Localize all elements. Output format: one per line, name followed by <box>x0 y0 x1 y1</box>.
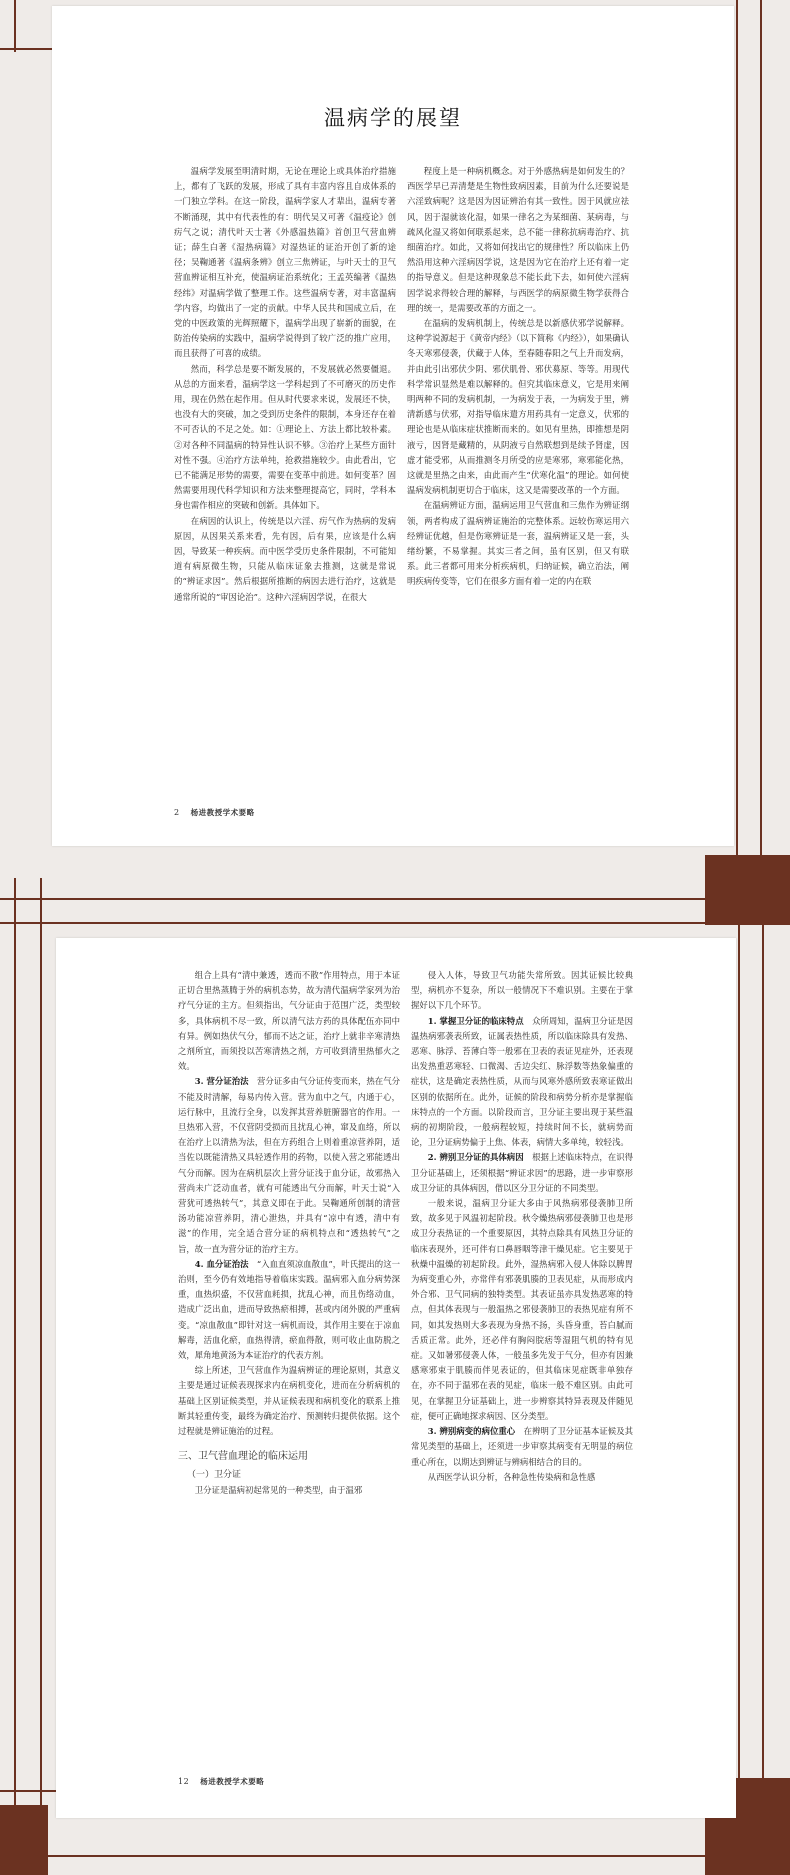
frame-line <box>14 878 16 1875</box>
paragraph <box>178 968 400 1074</box>
paragraph-lead: 2. 辨别卫分证的具体病因 <box>427 1152 524 1163</box>
paragraph-lead: 3. 辨别病变的病位重心 <box>427 1426 516 1437</box>
frame-line <box>738 878 740 1875</box>
paragraph: 温病学发展至明清时期，无论在理论上或具体治疗措施上，都有了飞跃的发展，形成了具有丰富内容且自成体系的一门独立学科。在这一阶段，温病学家人才辈出，温病专著不断涌现，其中有代表性的有：明代吴又可著《温疫论》创疠气之说；清代叶天士著《外感温热篇》首创卫气营血辨证；薛生白著《湿热病篇》对湿热证的证治开创了新的途径；吴鞠通著《温病条辨》创立三焦辨证，与叶天士的卫气营血辨证相互补充，使温病证治系统化；王孟英编著《温热经纬》对温病学做了整理工作。这些温病专著，对丰富温病学内容，均做出了一定的贡献。中华人民共和国成立后，在党的中医政策的光辉照耀下，温病学出现了崭新的面貌，在防治传染病的实践中，温病学说得到了较广泛的推广应用，而且获得了可喜的成绩。 <box>174 166 396 359</box>
text-column-left <box>174 164 396 784</box>
paragraph <box>178 1074 400 1256</box>
paragraph <box>411 1014 633 1151</box>
frame-line <box>40 878 42 1875</box>
frame-line <box>0 1855 790 1857</box>
paragraph <box>411 1196 633 1424</box>
paragraph <box>411 1424 633 1470</box>
paragraph-text: 根据上述临床特点，在识得卫分证基础上，还须根据“辨证求因”的思路，进一步审察形成卫分证的具体病因，借以区分卫分证的不同类型。 <box>411 1152 633 1193</box>
paragraph-text: 组合上具有“清中兼透，透而不散”作用特点，用于本证正切合里热蒸腾于外的病机态势，故为清代温病学家列为治疗气分证的主方。但须指出，气分证由于范围广泛，类型较多，具体病机不尽一致，所以清气法方药的具体配伍亦同中有异。例如热伏气分，郁而不达之证，治疗上就非辛寒清热之剂所宜，而须投以苦寒清热之剂，方可收到清里热郁火之效。 <box>178 970 400 1072</box>
paragraph-text: 从西医学认识分析，各种急性传染病和急性感 <box>427 1471 596 1482</box>
paragraph-lead: 3. 营分证治法 <box>194 1076 249 1087</box>
paragraph <box>178 1483 400 1498</box>
frame-line <box>14 0 16 52</box>
text-column-right <box>407 164 629 784</box>
frame-block <box>0 1805 48 1875</box>
text-column-left <box>178 968 400 1738</box>
paragraph: 在温病辨证方面，温病运用卫气营血和三焦作为辨证纲领，两者构成了温病辨证施治的完整体系。远较伤寒运用六经辨证优越，但是伤寒辨证是一套，温病辨证又是一套，头绪纷繁，不易掌握。其实三者之间，虽有区别，但又有联系。此三者都可用来分析疾病机，归纳证候，确立治法，阐明疾病传变等，它们在很多方面有着一定的内在联 <box>407 500 629 587</box>
subsection-heading <box>178 1468 400 1483</box>
frame-line <box>762 878 764 1875</box>
paragraph-text: “入血直须凉血散血”，叶氏提出的这一治则，至今仍有效地指导着临床实践。温病邪入血分病势深重，血热炽盛，不仅营血耗损，扰乱心神，而且伤络动血，造成广泛出血，进而导致热瘀相搏，甚或内闭外脱的严重病变。“凉血散血”即针对这一病机而设，其作用主要在于凉血解毒，活血化瘀，血热得清，瘀血得散，则可收止血防脱之效，犀角地黄汤为本证治疗的代表方剂。 <box>178 1258 400 1361</box>
book-title: 杨进教授学术要略 <box>200 1777 265 1786</box>
book-title: 杨进教授学术要略 <box>190 808 255 817</box>
frame-line <box>0 48 60 50</box>
paragraph: 在病因的认识上，传统是以六淫、疠气作为热病的发病原因，从因果关系来看，先有因，后有果，应该是什么病因，导致某一种疾病。而中医学受历史条件限制，不可能知道有病原微生物，只能从临床证象去推测，这就是常说的“辨证求因”。然后根据所推断的病因去进行治疗，这就是通常所说的“审因论治”。这种六淫病因学说，在很大 <box>174 515 396 602</box>
paragraph-text: 在辨明了卫分证基本证候及其常见类型的基础上，还须进一步审察其病变有无明显的病位重心所在，以期达到辨证与辨病相结合的目的。 <box>411 1426 633 1467</box>
page-title: 温病学的展望 <box>324 106 462 130</box>
paragraph-text: 三、卫气营血理论的临床运用 <box>178 1451 308 1463</box>
frame-line <box>736 0 738 900</box>
page-number: 2 <box>174 808 180 817</box>
frame-block <box>705 855 790 925</box>
paragraph-text: （一）卫分证 <box>187 1469 242 1480</box>
paragraph-text: 侵入人体，导致卫气功能失常所致。因其证候比较典型，病机亦不复杂，所以一般情况下不难识别。主要在于掌握好以下几个环节。 <box>411 970 633 1011</box>
section-heading <box>178 1449 400 1464</box>
paragraph-text: 营分证多由气分证传变而来，热在气分不能及时清解，每易内传入营。营为血中之气，内通于心，运行脉中，且流行全身，以发挥其营养脏腑器官的作用。一旦热邪入营，不仅营阴受损而且扰乱心神，窜及血络，所以在治疗上以清热为法，但在方药组合上则着重凉营养阴，适当佐以既能清热又具轻透作用的药物，以使入营之邪能透出气分而解。因为在病机层次上营分证浅于血分证，故邪热入营尚未广泛动血者，就有可能透出气分而解，叶天士说“入营犹可透热转气”，其意义即在于此。吴鞠通所创制的清营汤功能凉营养阴，清心泄热，并具有“凉中有透，清中有滋”的作用，完全适合营分证的病机特点和“透热转气”之旨，故一直为营分证的治疗主方。 <box>178 1076 400 1254</box>
paragraph: 在温病的发病机制上，传统总是以新感伏邪学说解释。这种学说源起于《黄帝内经》（以下简称《内经》），如果确认冬天寒邪侵袭，伏藏于人体，至春随春阳之气上升而发病，并由此引出邪伏少阴、邪伏肌骨、邪伏募原、等等。用现代科学常识显然是难以解释的。但究其临床意义，它是用来阐明两种不同的发病机制，一为病发于表，一为病发于里，辨清新感与伏邪，对指导临床遣方用药具有一定意义，伏邪的理论也是从临床症状推断而来的。如见有里热，即推想是阴液亏，因肾是藏精的，从阴液亏自然联想到是续予肾虚，因虚才能受邪，从而推测冬月所受的应是寒邪，寒邪能化热，这就是里热之由来，由此而产生“伏寒化温”的理论。如何使温病发病机制更切合于临床，这又是需要改革的一个方面。 <box>407 318 629 496</box>
page-spread-2 <box>56 938 736 1818</box>
paragraph: 然而，科学总是要不断发展的，不发展就必然要僵退。从总的方面来看，温病学这一学科起到了不可磨灭的历史作用，现在仍然在起作用。但从时代要求来说，发展还不快，也没有大的突破，加之受到历史条件的限制，本身还存在着不可否认的不足之处。如：①理论上、方法上都比较朴素。②对各种不同温病的特异性认识不够。③治疗上某些方面针对性不强。④治疗方法单纯，抢救措施较少。由此看出，它已不能满足形势的需要，需要在变革中前进。如何变革？固然需要用现代科学知识和方法来整理提高它，同时，学科本身也需作相应的突破和创新。具体如下。 <box>174 363 396 511</box>
paragraph-text: 一般来说，温病卫分证大多由于风热病邪侵袭肺卫所致，故多见于风温初起阶段。秋令燥热病邪侵袭肺卫也是形成卫分表热证的一个重要原因，其特点除具有风热卫分证的临床表现外，还可伴有口鼻唇咽等津干燥见症。它主要见于秋燥中温燥的初起阶段。此外，湿热病邪入侵人体除以脾胃为病变重心外，亦常伴有邪袭肌腠的卫表见症，从而形成内外合邪、卫气同病的独特类型。其表证虽亦具发热恶寒的特点，但其体表现与一般温热之邪侵袭肺卫的表热见症有所不同，如其发热则大多表现为身热不扬，头昏身重，苔白腻而舌质正常。此外，还必伴有胸闷脘痞等湿阻气机的特有见症。又如暑邪侵袭人体，一般虽多先发于气分，但亦有因兼感寒邪束于肌腠而伴见表证的，但其临床见症既非单独存在，亦不同于温邪在表的见症，临床一般不难区别。由此可见，在掌握卫分证基础上，进一步辨察其特异表现及伴随见症，便可正确地探求病因、区分类型。 <box>411 1198 633 1421</box>
paragraph <box>411 968 633 1014</box>
paragraph-text: 众所周知，温病卫分证是因温热病邪袭表所致，证属表热性质，所以临床除具有发热、恶寒、脉浮、苔薄白等一般邪在卫表的表证见症外，还表现出发热重恶寒轻、口微渴、舌边尖红、脉浮数等热象偏重的症状，这是确定表热性质，从而与风寒外感所致表寒证做出区别的依据所在。此外，证候的阶段和病势分析亦是掌握临床特点的一个方面。以阶段而言，卫分证主要出现于某些温病的初期阶段，一般病程较短，持续时间不长，就病势而论，卫分证病势偏于上焦、体表，病情大多单纯，较轻浅。 <box>411 1015 633 1148</box>
paragraph <box>178 1363 400 1439</box>
page-footer <box>174 807 255 818</box>
paragraph: 程度上是一种病机概念。对于外感热病是如何发生的？西医学早已弄清楚是生物性致病因素，目前为什么还要说是六淫致病呢？这是因为因证辨治有其一致性。因于风就应祛风，因于湿就该化湿，如果一律名之为某细菌、某病毒，与疏风化湿又将如何联系起来，总不能一律称抗病毒治疗、抗细菌治疗。如此，又将如何找出它的规律性？所以临床上仍然沿用这种六淫病因学说，这是因为它在治疗上还有着一定的指导意义。但是这种现象总不能长此下去，如何使六淫病因学说求得较合理的解释，与西医学的病原微生物学获得合理的统一，是需要改革的方面之一。 <box>407 166 629 313</box>
frame-line <box>0 922 790 924</box>
text-column-right <box>411 968 633 1738</box>
frame-line <box>0 898 790 900</box>
page-spread-1 <box>52 6 734 846</box>
paragraph-lead: 1. 掌握卫分证的临床特点 <box>427 1015 524 1026</box>
paragraph <box>411 1150 633 1196</box>
paragraph-text: 卫分证是温病初起常见的一种类型，由于温邪 <box>194 1484 363 1495</box>
paragraph-lead: 4. 血分证治法 <box>194 1258 249 1269</box>
paragraph <box>411 1470 633 1485</box>
paragraph <box>178 1257 400 1363</box>
frame-line <box>760 0 762 900</box>
page-number: 12 <box>178 1777 190 1786</box>
page-footer <box>178 1776 264 1787</box>
paragraph-text: 综上所述，卫气营血作为温病辨证的理论原则，其意义主要是通过证候表现探求内在病机变化，进而在分析病机的基础上区别证候类型，并从证候表现和病机变化的联系上推断其轻重传变，最终为确定治疗、预测转归提供依据。这个过程就是辨证施治的过程。 <box>178 1365 400 1437</box>
